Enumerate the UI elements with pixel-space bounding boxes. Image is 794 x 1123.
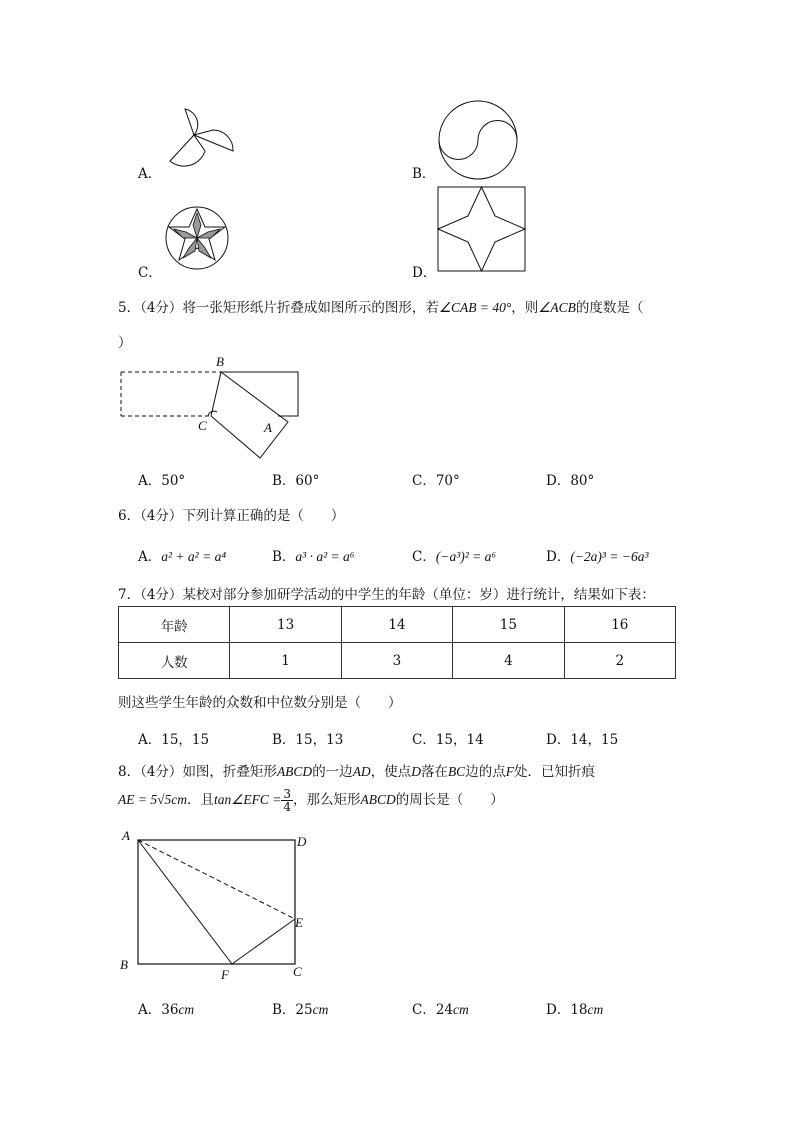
q5-label-b: B <box>216 354 224 369</box>
q7-option-c[interactable]: C．15，14 <box>412 732 484 748</box>
q8-label-c: C <box>293 964 302 979</box>
table-cell: 年龄 <box>119 607 230 643</box>
table-cell: 4 <box>453 643 564 679</box>
q8-label-b: B <box>120 957 128 972</box>
q6-stem <box>118 504 344 524</box>
q7-stem-text: 某校对部分参加研学活动的中学生的年龄（单位：岁）进行统计，结果如下表： <box>182 587 655 603</box>
q6-option-c[interactable]: C．(−a³)² = a⁶ <box>412 549 497 565</box>
q6-stem-text: 下列计算正确的是（ ） <box>182 508 345 524</box>
table-cell: 人数 <box>119 643 230 679</box>
q7-option-a[interactable]: A．15，15 <box>138 732 210 748</box>
q4-figure-d-square-star <box>437 186 527 273</box>
table-cell: 2 <box>564 643 675 679</box>
q6-number: 6． <box>118 508 141 524</box>
q5-option-b[interactable]: B．60° <box>272 473 320 489</box>
q4-option-c-label[interactable]: C． <box>138 265 162 281</box>
q8-option-a[interactable]: A．36cm <box>138 1002 195 1018</box>
q5-target-angle: ∠ACB <box>538 300 576 315</box>
q6-option-b[interactable]: B．a³ · a² = a⁶ <box>272 549 355 565</box>
q5-stem-prefix: 将一张矩形纸片折叠成如图所示的图形，若 <box>182 300 439 316</box>
q7-number: 7． <box>118 587 141 603</box>
q6-option-d[interactable]: D．(−2a)³ = −6a³ <box>546 549 649 565</box>
q7-option-d[interactable]: D．14，15 <box>546 732 619 748</box>
q8-stem-line2: AE = 5√5cm．且tan∠EFC = $\frac{3}{4}$ ，那么矩形ABCD的周长是（ ） <box>118 787 504 814</box>
q6-score: （4分） <box>140 508 183 524</box>
table-row <box>119 643 676 679</box>
q7-question: 则这些学生年龄的众数和中位数分别是（ ） <box>118 695 402 711</box>
q4-figure-c-five-petal <box>164 205 230 271</box>
q6-option-a[interactable]: A．a² + a² = a⁴ <box>138 549 227 565</box>
table-cell: 16 <box>564 607 675 643</box>
table-row <box>119 607 676 643</box>
q5-figure-folded-rectangle <box>118 354 308 464</box>
q8-option-c[interactable]: C．24cm <box>412 1002 469 1018</box>
pinwheel-blade-top <box>185 109 198 135</box>
q5-given-angle: ∠CAB = 40° <box>438 300 512 315</box>
q5-stem-suffix: 的度数是（ <box>575 300 644 316</box>
q5-stem-middle: ，则 <box>511 300 539 316</box>
q4-option-a-label[interactable]: A． <box>138 166 162 182</box>
q5-option-c[interactable]: C．70° <box>412 473 460 489</box>
pinwheel-blade-right <box>194 130 233 151</box>
q4-figure-a-pinwheel <box>165 103 240 173</box>
table-cell: 14 <box>341 607 452 643</box>
q7-age-table <box>118 606 676 679</box>
q7-stem <box>118 583 655 603</box>
q5-label-c: C <box>198 418 207 433</box>
pinwheel-blade-bottom <box>170 135 205 166</box>
q8-label-a: A <box>122 828 130 843</box>
q4-option-d-label[interactable]: D． <box>412 265 437 281</box>
table-cell: 3 <box>341 643 452 679</box>
q4-figure-b-circle-s-curve <box>436 98 520 182</box>
q5-stem <box>118 296 643 316</box>
table-cell: 1 <box>230 643 341 679</box>
q7-option-b[interactable]: B．15，13 <box>272 732 344 748</box>
q5-option-d[interactable]: D．80° <box>546 473 595 489</box>
q8-label-e: E <box>295 915 303 930</box>
q8-label-d: D <box>297 834 307 849</box>
q5-option-a[interactable]: A．50° <box>138 473 186 489</box>
table-cell: 13 <box>230 607 341 643</box>
q4-option-b-label[interactable]: B． <box>412 166 436 182</box>
q8-label-f: F <box>221 967 229 982</box>
q5-label-a: A <box>264 420 272 435</box>
table-cell: 15 <box>453 607 564 643</box>
q5-number: 5． <box>118 300 141 316</box>
q8-option-d[interactable]: D．18cm <box>546 1002 604 1018</box>
q8-stem-line1: 8．（4分）如图，折叠矩形ABCD的一边AD，使点D落在BC边的点F处．已知折痕 <box>118 764 595 780</box>
q5-score: （4分） <box>140 300 183 316</box>
q8-figure-folded-rectangle <box>115 826 315 984</box>
q7-score: （4分） <box>140 587 183 603</box>
q5-paren-close: ） <box>118 335 132 351</box>
q8-option-b[interactable]: B．25cm <box>272 1002 329 1018</box>
q8-fraction: $\frac{3}{4}$ <box>283 787 291 814</box>
